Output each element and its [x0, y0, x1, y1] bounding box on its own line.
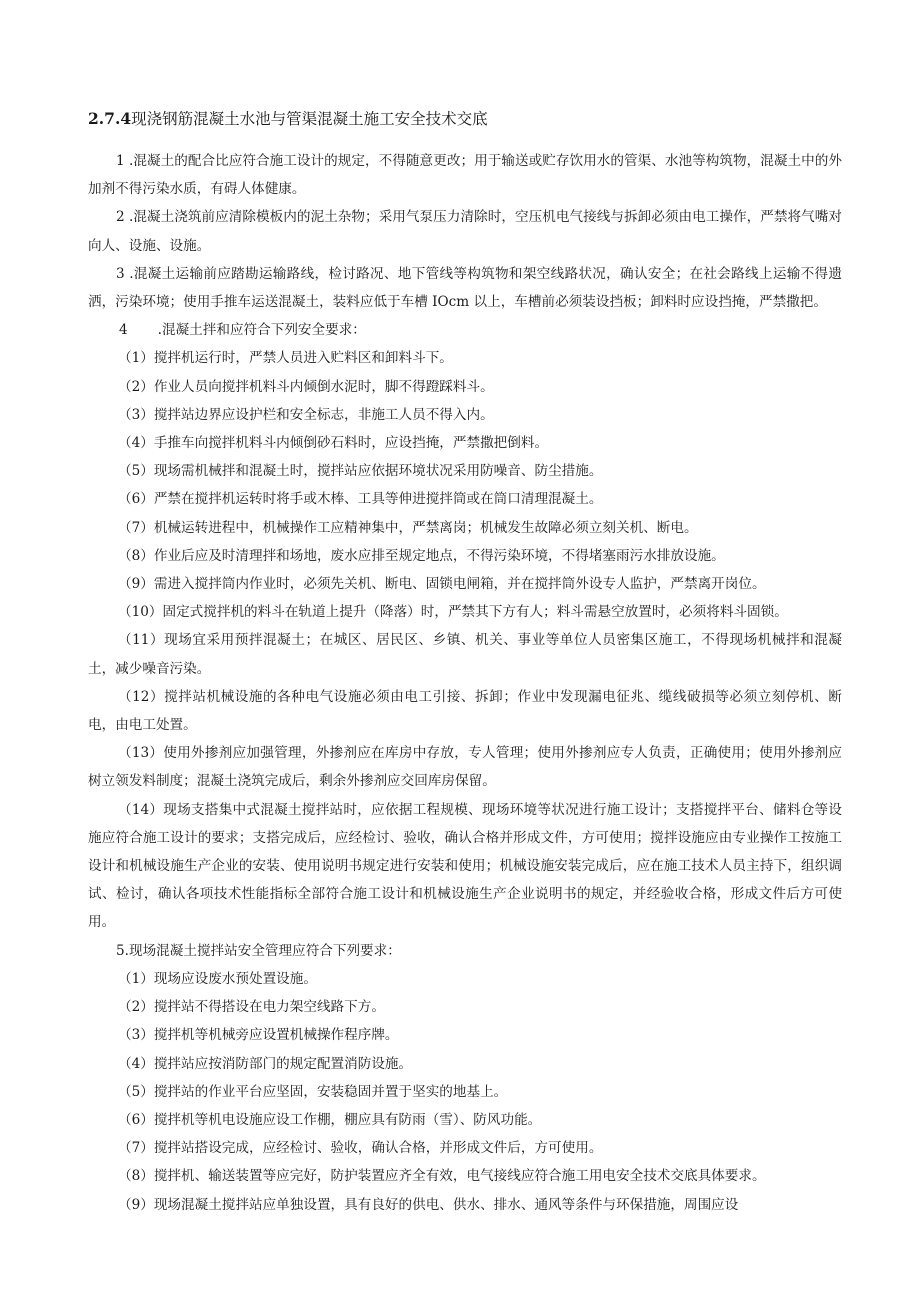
item-text: .混凝土运输前应踏勘运输路线，检讨路况、地下管线等构筑物和架空线路状况，确认安全；在社会路线上运输不得遗洒，污染环境；使用手推车运送混凝土，装料应低于车槽 IOcm 以上，车槽前必须装设挡板；卸料时应设挡掩，严禁撒把。 [88, 265, 842, 311]
sub-item-4-12: （12）搅拌站机械设施的各种电气设施必须由电工引接、拆卸；作业中发现漏电征兆、缆线破损等必须立刻停机、断电，由电工处置。 [88, 688, 842, 734]
section-title: 现浇钢筋混凝土水池与管渠混凝土施工安全技术交底 [131, 110, 488, 128]
sub-item-5-8: （8）搅拌机、输送装置等应完好，防护装置应齐全有效，电气接线应符合施工用电安全技术交底具体要求。 [118, 1168, 766, 1185]
sub-item-4-2: （2）作业人员向搅拌机料斗内倾倒水泥时，脚不得蹬踩料斗。 [118, 378, 494, 395]
sub-item-4-6: （6）严禁在搅拌机运转时将手或木棒、工具等伸进搅拌筒或在筒口清理混凝土。 [118, 491, 603, 508]
sub-item-4-1: （1）搅拌机运行时，严禁人员进入贮料区和卸料斗下。 [118, 350, 453, 367]
sub-item-4-4: （4）手推车向搅拌机料斗内倾倒砂石料时，应设挡掩，严禁撒把倒料。 [118, 435, 549, 452]
sub-item-5-2: （2）搅拌站不得搭设在电力架空线路下方。 [118, 999, 385, 1016]
paragraph-item-2 [88, 203, 842, 259]
sub-item-4-3: （3）搅拌站边界应设护栏和安全标志，非施工人员不得入内。 [118, 406, 494, 423]
item-number: 4 [119, 322, 128, 339]
sub-item-5-1: （1）现场应设废水预处置设施。 [118, 970, 317, 987]
item-text: .混凝土拌和应符合下列安全要求： [157, 322, 366, 339]
paragraph-item-4 [88, 316, 842, 344]
sub-item-4-14: （14）现场支搭集中式混凝土搅拌站时，应依据工程规模、现场环境等状况进行施工设计；支搭搅拌平台、储料仓等设施应符合施工设计的要求；支搭完成后，应经检讨、验收，确认合格并形成文件，方可使用；搅拌设施应由专业操作工按施工设计和机械设施生产企业的安装、使用说明书规定进行安装和使用；机械设施安装完成后，应在施工技术人员主持下，组织调试、检讨，确认各项技术性能指标全部符合施工设计和机械设施生产企业说明书的规定，并经验收合格，形成文件后方可使用。 [88, 801, 842, 931]
sub-item-4-9: （9）需进入搅拌筒内作业时，必须先关机、断电、固锁电闸箱，并在搅拌筒外设专人监护，严禁离开岗位。 [118, 576, 766, 593]
section-heading [88, 106, 842, 132]
sub-item-4-8: （8）作业后应及时清理拌和场地，废水应排至规定地点，不得污染环境，不得堵塞雨污水排放设施。 [118, 547, 725, 564]
section-number: 2.7.4 [88, 109, 132, 128]
paragraph-item-3 [88, 260, 842, 316]
document-body [88, 106, 842, 1219]
sub-item-5-6: （6）搅拌机等机电设施应设工作棚，棚应具有防雨（雪）、防风功能。 [118, 1111, 542, 1128]
item-number: 3 [116, 265, 125, 282]
sub-item-4-10: （10）固定式搅拌机的料斗在轨道上提升（降落）时，严禁其下方有人；料斗需悬空放置时，必须将料斗固锁。 [118, 604, 788, 621]
sub-item-5-4: （4）搅拌站应按消防部门的规定配置消防设施。 [118, 1055, 413, 1072]
sub-item-5-3: （3）搅拌机等机械旁应设置机械操作程序牌。 [118, 1027, 399, 1044]
item-number: 1 [116, 153, 125, 169]
sub-item-4-11: （11）现场宜采用预拌混凝土；在城区、居民区、乡镇、机关、事业等单位人员密集区施工，不得现场机械拌和混凝土，减少噪音污染。 [88, 632, 842, 677]
sub-item-4-13: （13）使用外掺剂应加强管理，外掺剂应在库房中存放，专人管理；使用外掺剂应专人负责，正确使用；使用外掺剂应树立领发料制度；混凝土浇筑完成后，剩余外掺剂应交回库房保留。 [88, 745, 842, 790]
sub-item-4-5: （5）现场需机械拌和混凝土时，搅拌站应依据环境状况采用防噪音、防尘措施。 [118, 463, 603, 480]
paragraph-item-5: 5.现场混凝土搅拌站安全管理应符合下列要求： [116, 942, 401, 959]
sub-item-5-9: （9）现场混凝土搅拌站应单独设置，具有良好的供电、供水、排水、通风等条件与环保措施，周围应设 [118, 1196, 739, 1213]
sub-item-5-5: （5）搅拌站的作业平台应坚固，安装稳固并置于坚实的地基上。 [118, 1083, 508, 1100]
paragraph-item-1 [88, 147, 842, 203]
item-text: .混凝土的配合比应符合施工设计的规定，不得随意更改；用于输送或贮存饮用水的管渠、水池等构筑物，混凝土中的外加剂不得污染水质，有碍人体健康。 [88, 153, 842, 198]
sub-item-5-7: （7）搅拌站搭设完成，应经检讨、验收，确认合格，并形成文件后，方可使用。 [118, 1140, 603, 1157]
item-number: 2 [116, 209, 125, 226]
sub-item-4-7: （7）机械运转进程中，机械操作工应精神集中，严禁离岗；机械发生故障必须立刻关机、断电。 [118, 519, 698, 536]
item-text: .混凝土浇筑前应清除模板内的泥土杂物；采用气泵压力清除时，空压机电气接线与拆卸必须由电工操作，严禁将气嘴对向人、设施、设施。 [88, 209, 842, 254]
